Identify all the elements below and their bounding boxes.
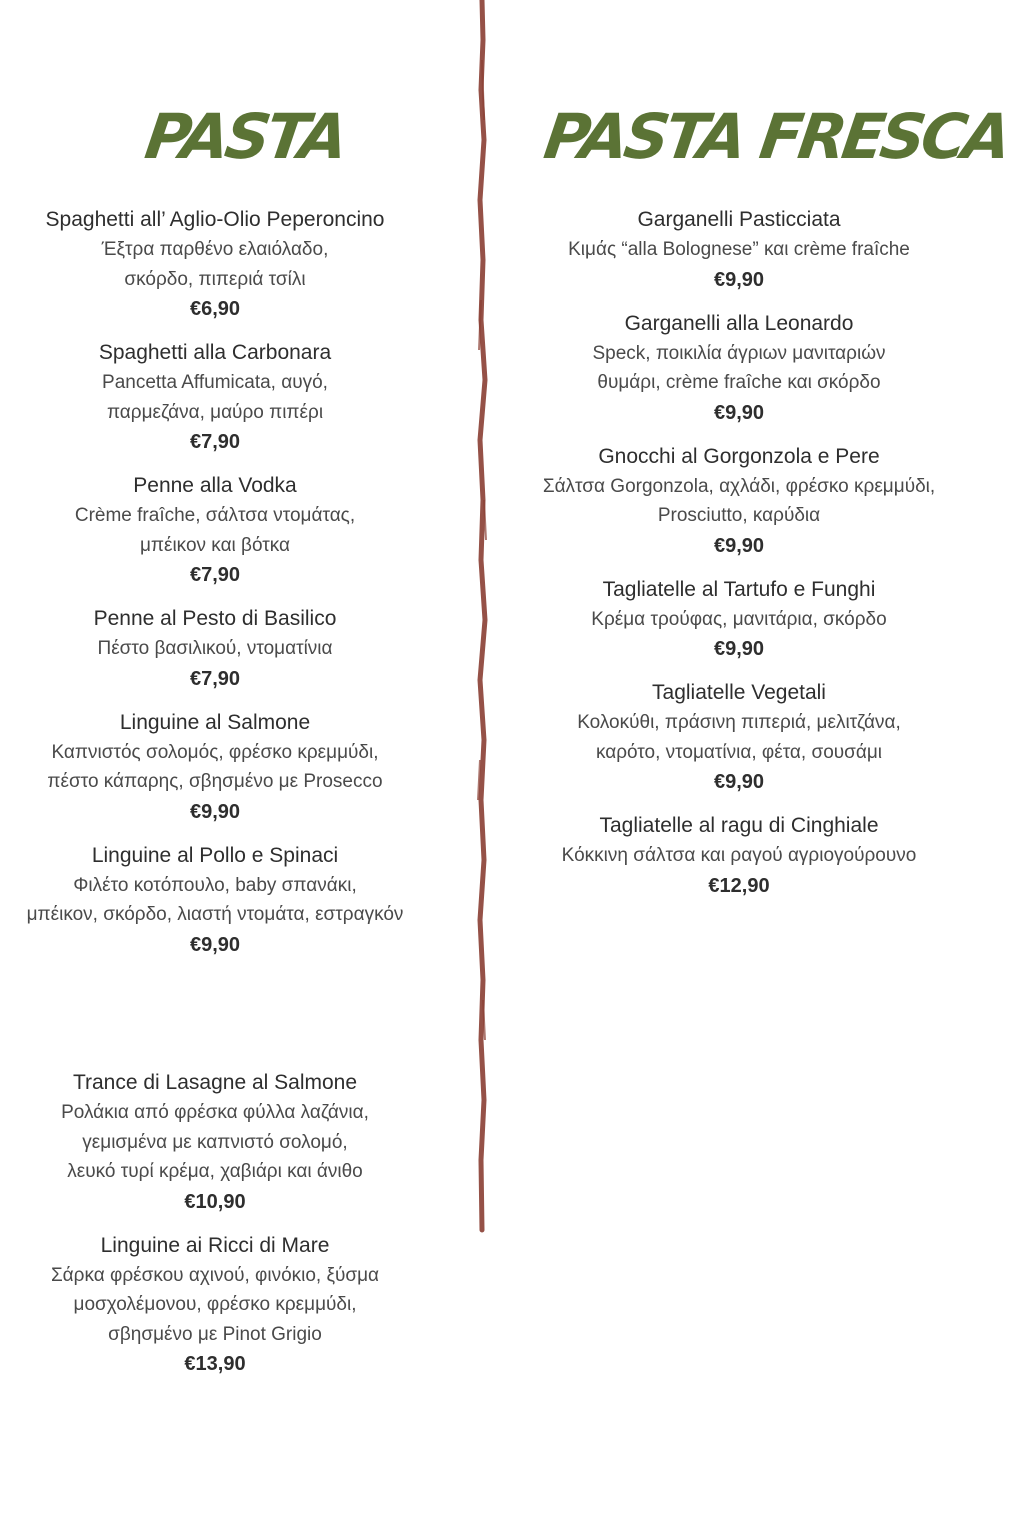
menu-item-description: Κόκκινη σάλτσα και ραγού αγριογούρουνο xyxy=(561,845,917,866)
menu-item-name: Gnocchi al Gorgonzola e Pere xyxy=(598,444,880,468)
menu-item-price: €9,90 xyxy=(713,771,765,793)
menu-item-description: μπέικον, σκόρδο, λιαστή ντομάτα, εστραγκόν xyxy=(26,904,404,925)
menu-item-price: €9,90 xyxy=(713,534,765,557)
menu-item-description: Κρέμα τρούφας, μανιτάρια, σκόρδο xyxy=(591,608,887,630)
menu-item-description: καρότο, ντοματίνια, φέτα, σουσάμι xyxy=(595,741,883,763)
menu-item xyxy=(518,575,960,665)
menu-item-name: Penne alla Vodka xyxy=(133,474,297,497)
menu-item-price: €7,90 xyxy=(189,431,241,453)
menu-item xyxy=(0,1068,430,1217)
menu-item-description: μοσχολέμονου, φρέσκο κρεμμύδι, xyxy=(73,1294,357,1315)
menu-item xyxy=(0,708,430,827)
menu-item-price: €7,90 xyxy=(189,667,241,690)
pasta-fresca-list xyxy=(518,205,960,915)
menu-item-description: Καπνιστός σολομός, φρέσκο κρεμμύδι, xyxy=(51,741,379,763)
menu-item-description: πέστο κάπαρης, σβησμένο με Prosecco xyxy=(47,771,383,792)
menu-item xyxy=(0,1231,430,1380)
menu-item-name: Tagliatelle al ragu di Cinghiale xyxy=(599,814,879,837)
menu-item-name: Garganelli alla Leonardo xyxy=(624,311,854,335)
menu-item-description: Πέστο βασιλικού, ντοματίνια xyxy=(97,638,333,659)
menu-item-price: €6,90 xyxy=(189,298,241,320)
pasta-heading: PASTA xyxy=(140,100,350,173)
brush-divider xyxy=(476,0,488,1230)
menu-item xyxy=(0,604,430,694)
menu-item-description: θυμάρι, crème fraîche και σκόρδο xyxy=(597,372,881,393)
menu-item-name: Linguine al Salmone xyxy=(119,710,311,734)
menu-item-description: Ρολάκια από φρέσκα φύλλα λαζάνια, xyxy=(61,1102,369,1123)
menu-item-name: Linguine al Pollo e Spinaci xyxy=(91,843,339,867)
menu-item-description: Κολοκύθι, πράσινη πιπεριά, μελιτζάνα, xyxy=(577,712,901,733)
menu-item-price: €10,90 xyxy=(184,1190,246,1213)
pasta-list xyxy=(0,205,430,974)
menu-item-name: Tagliatelle Vegetali xyxy=(652,681,826,704)
menu-item xyxy=(518,442,960,561)
menu-item-description: Speck, ποικιλία άγριων μανιταριών xyxy=(592,342,886,364)
menu-item-description: Έξτρα παρθένο ελαιόλαδο, xyxy=(101,239,329,260)
menu-item-price: €9,90 xyxy=(713,638,765,660)
menu-item-description: Prosciutto, καρύδια xyxy=(657,505,821,526)
menu-item xyxy=(518,309,960,428)
menu-item-description: παρμεζάνα, μαύρο πιπέρι xyxy=(106,401,324,423)
menu-item-description: σβησμένο με Pinot Grigio xyxy=(108,1323,322,1345)
menu-item xyxy=(0,841,430,960)
menu-item-price: €9,90 xyxy=(713,401,765,424)
menu-item-description: Κιμάς “alla Bolognese” και crème fraîche xyxy=(568,239,910,260)
menu-item xyxy=(518,678,960,797)
menu-item-price: €12,90 xyxy=(708,874,770,897)
menu-item-description: γεμισμένα με καπνιστό σολομό, xyxy=(82,1131,348,1153)
menu-item-description: Σάρκα φρέσκου αχινού, φινόκιο, ξύσμα xyxy=(50,1264,380,1286)
menu-item-name: Tagliatelle al Tartufo e Funghi xyxy=(602,577,876,601)
menu-item-description: Σάλτσα Gorgonzola, αχλάδι, φρέσκο κρεμμύδι, xyxy=(542,475,936,497)
menu-item-price: €9,90 xyxy=(713,268,765,291)
menu-item-description: Φιλέτο κοτόπουλο, baby σπανάκι, xyxy=(73,874,357,896)
pasta-list-bottom xyxy=(0,1068,430,1393)
menu-item-description: σκόρδο, πιπεριά τσίλι xyxy=(124,268,306,290)
menu-item xyxy=(0,338,430,457)
menu-item-name: Garganelli Pasticciata xyxy=(637,208,841,231)
menu-item-price: €9,90 xyxy=(189,933,241,956)
menu-item-price: €7,90 xyxy=(189,564,241,586)
menu-item-name: Spaghetti all’ Aglio-Olio Peperoncino xyxy=(45,208,385,231)
menu-item-price: €13,90 xyxy=(184,1353,246,1375)
menu-item-name: Trance di Lasagne al Salmone xyxy=(72,1071,358,1094)
menu-item-description: Crème fraîche, σάλτσα ντομάτας, xyxy=(74,505,356,526)
menu-item xyxy=(518,205,960,295)
pasta-fresca-heading: PASTA FRESCA xyxy=(539,100,1012,173)
menu-item-name: Spaghetti alla Carbonara xyxy=(98,341,332,364)
menu-item-description: μπέικον και βότκα xyxy=(139,534,291,556)
menu-item xyxy=(0,205,430,324)
menu-item-name: Penne al Pesto di Basilico xyxy=(93,607,337,630)
menu-item-name: Linguine ai Ricci di Mare xyxy=(100,1233,330,1257)
menu-item-description: λευκό τυρί κρέμα, χαβιάρι και άνιθο xyxy=(67,1161,363,1182)
menu-item xyxy=(0,471,430,590)
menu-item-price: €9,90 xyxy=(189,800,241,823)
menu-item-description: Pancetta Affumicata, αυγό, xyxy=(102,372,328,393)
menu-item xyxy=(518,811,960,901)
